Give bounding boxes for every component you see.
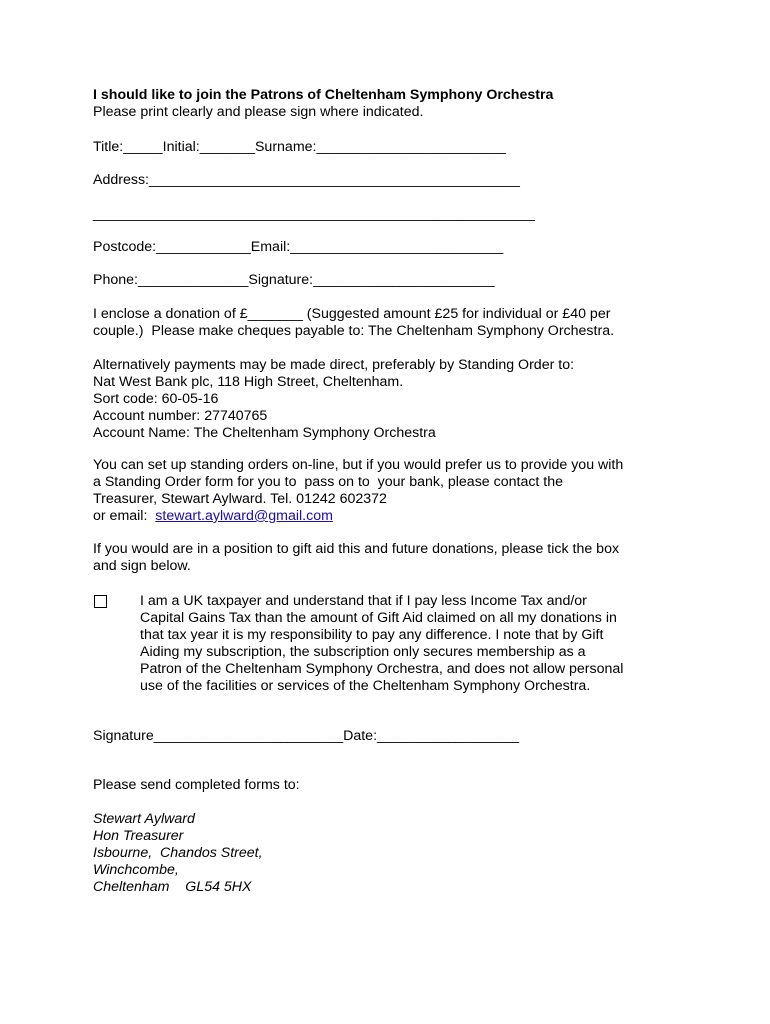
- address-field-line-2[interactable]: ________________________________________________________: [93, 206, 535, 222]
- address-field-line[interactable]: Address:_______________________________________________: [93, 172, 520, 188]
- form-instruction: Please print clearly and please sign where indicated.: [93, 104, 424, 120]
- donation-paragraph: [93, 306, 614, 340]
- donation-line-2: couple.) Please make cheques payable to: The Cheltenham Symphony Orchestra.: [93, 323, 615, 339]
- gift-aid-line-1: If you would are in a position to gift aid this and future donations, please tick the box: [93, 541, 620, 557]
- postcode-email-field-line[interactable]: Postcode:____________Email:___________________________: [93, 239, 504, 255]
- email-line: [93, 508, 623, 525]
- address-line: Isbourne, Chandos Street,: [93, 845, 263, 861]
- send-to-intro: Please send completed forms to:: [93, 777, 300, 793]
- declaration-line: use of the facilities or services of the Cheltenham Symphony Orchestra.: [140, 678, 591, 694]
- bank-address: Nat West Bank plc, 118 High Street, Cheltenham.: [93, 374, 404, 390]
- form-title: I should like to join the Patrons of Cheltenham Symphony Orchestra: [93, 87, 554, 103]
- address-line: Cheltenham GL54 5HX: [93, 879, 252, 895]
- standing-order-line-3: Treasurer, Stewart Aylward. Tel. 01242 602372: [93, 491, 387, 507]
- declaration-line: Patron of the Cheltenham Symphony Orchestra, and does not allow personal: [140, 661, 624, 677]
- account-name: Account Name: The Cheltenham Symphony Orchestra: [93, 425, 436, 441]
- declaration-line: Capital Gains Tax than the amount of Gift Aid claimed on all my donations in: [140, 610, 617, 626]
- address-line: Winchcombe,: [93, 862, 179, 878]
- gift-aid-line-2: and sign below.: [93, 558, 191, 574]
- declaration-line: that tax year it is my responsibility to pay any difference. I note that by Gift: [140, 627, 604, 643]
- account-number: Account number: 27740765: [93, 408, 268, 424]
- standing-order-line-1: You can set up standing orders on-line, but if you would prefer us to provide you with: [93, 457, 624, 473]
- signature-date-line[interactable]: Signature________________________Date:__________________: [93, 728, 520, 744]
- address-line: Hon Treasurer: [93, 828, 184, 844]
- sort-code: Sort code: 60-05-16: [93, 391, 219, 407]
- declaration-line: I am a UK taxpayer and understand that if I pay less Income Tax and/or: [140, 593, 587, 609]
- phone-signature-field-line[interactable]: Phone:______________Signature:_______________________: [93, 272, 495, 288]
- name-field-line[interactable]: Title:_____Initial:_______Surname:________________________: [93, 139, 506, 155]
- gift-aid-checkbox[interactable]: [94, 595, 107, 608]
- standing-order-paragraph: [93, 457, 623, 525]
- gift-aid-intro: [93, 541, 619, 575]
- declaration-line: Aiding my subscription, the subscription only secures membership as a: [140, 644, 586, 660]
- postal-address: [93, 811, 263, 896]
- donation-line-1: I enclose a donation of £_______ (Suggested amount £25 for individual or £40 per: [93, 306, 611, 322]
- treasurer-email-link[interactable]: stewart.aylward@gmail.com: [155, 508, 333, 524]
- form-heading: [93, 87, 553, 121]
- bank-details: [93, 357, 574, 442]
- standing-order-line-2: a Standing Order form for you to pass on to your bank, please contact the: [93, 474, 564, 490]
- bank-intro: Alternatively payments may be made direct, preferably by Standing Order to:: [93, 357, 575, 373]
- gift-aid-declaration: [140, 593, 700, 695]
- email-prefix: or email:: [93, 508, 156, 524]
- address-line: Stewart Aylward: [93, 811, 195, 827]
